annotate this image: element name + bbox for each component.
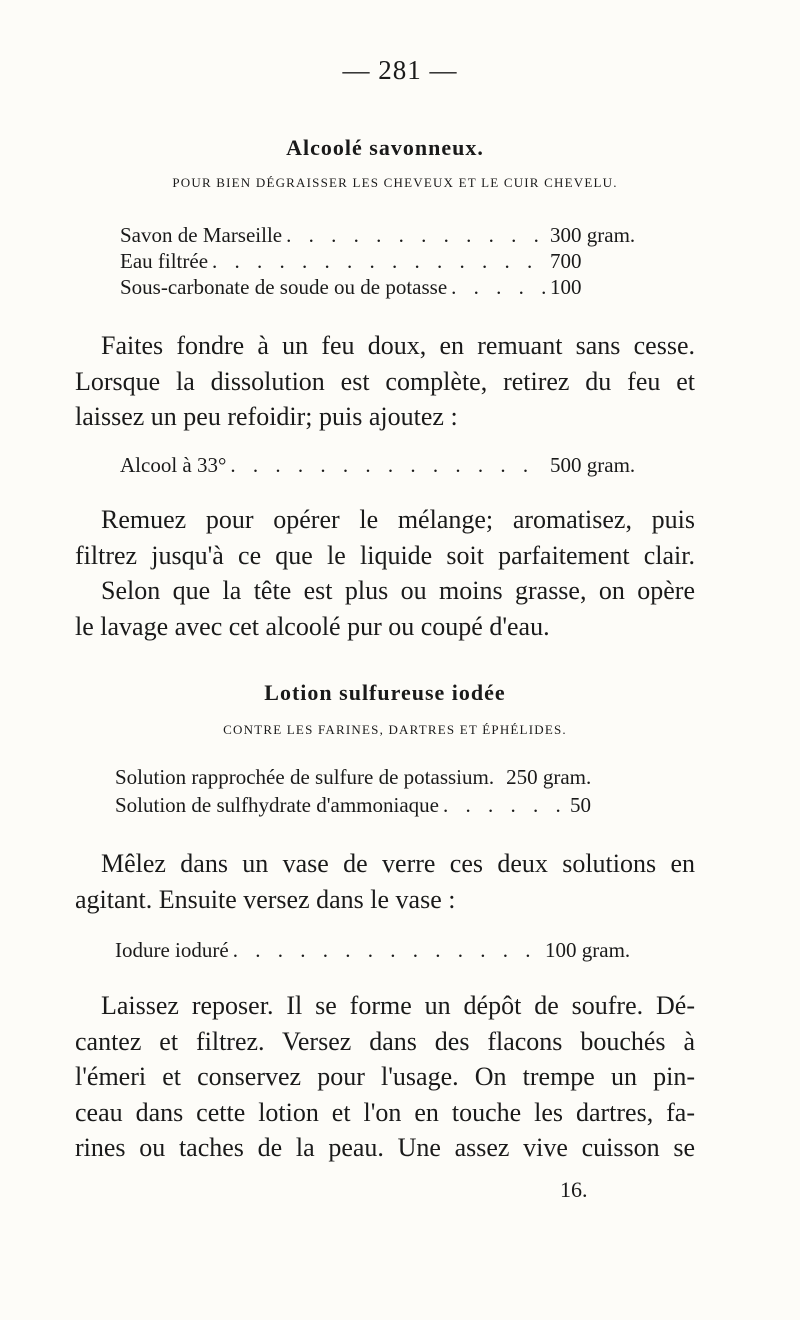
paragraph-line: laissez un peu refoidir; puis ajoutez : <box>75 402 458 431</box>
paragraph <box>75 328 695 435</box>
ingredient-name: Solution rapprochée de sulfure de potassium. <box>115 765 495 789</box>
leader-dots <box>230 455 546 476</box>
paragraph-line: Laissez reposer. Il se forme un dépôt de soufre. Dé- <box>101 991 695 1020</box>
ingredient-qty: 300 gram. <box>550 223 636 247</box>
ingredient-qty: 250 gram. <box>506 765 592 789</box>
leader-dots <box>451 277 546 298</box>
ingredient-row <box>115 767 710 788</box>
section-subtitle-lotion: CONTRE LES FARINES, DARTRES ET ÉPHÉLIDES. <box>223 722 567 737</box>
ingredient-name: Alcool à 33° <box>120 453 227 477</box>
ingredient-row <box>115 940 655 961</box>
paragraph-line: Lorsque la dissolution est complète, retirez du feu et <box>75 366 695 396</box>
ingredient-name: Sous-carbonate de soude ou de potasse <box>120 275 448 299</box>
ingredient-row <box>115 795 680 816</box>
section-subtitle-alcoole: POUR BIEN DÉGRAISSER LES CHEVEUX ET LE CUIR CHEVELU. <box>172 175 618 190</box>
paragraph-line: ceau dans cette lotion et l'on en touche les dartres, fa- <box>75 1097 695 1127</box>
ingredient-qty: 700 <box>550 249 582 273</box>
paragraph-line: le lavage avec cet alcoolé pur ou coupé d'eau. <box>75 611 550 641</box>
signature-mark: 16. <box>560 1177 588 1202</box>
ingredient-qty: 100 <box>550 275 582 299</box>
ingredient-row <box>120 277 650 298</box>
paragraph <box>75 502 695 644</box>
paragraph-line: Selon que la tête est plus ou moins grasse, on opère <box>101 576 695 605</box>
ingredient-qty: 100 gram. <box>545 938 631 962</box>
paragraph-line: Faites fondre à un feu doux, en remuant sans cesse. <box>101 331 695 360</box>
ingredient-qty: 50 <box>570 793 591 817</box>
ingredient-name: Eau filtrée <box>120 249 209 273</box>
paragraph <box>75 846 695 917</box>
leader-dots <box>212 251 546 272</box>
section-title-alcoole: Alcoolé savonneux. <box>286 135 484 160</box>
paragraph-line: filtrez jusqu'à ce que le liquide soit parfaitement clair. <box>75 540 695 570</box>
paragraph-line: Remuez pour opérer le mélange; aromatisez, puis <box>101 505 695 534</box>
page-number: — 281 — <box>342 55 458 85</box>
leader-dots <box>233 940 541 961</box>
ingredient-name: Iodure ioduré <box>115 938 229 962</box>
leader-dots <box>286 225 546 246</box>
ingredient-row <box>120 455 650 476</box>
section-title-lotion: Lotion sulfureuse iodée <box>264 680 506 705</box>
ingredient-name: Savon de Marseille <box>120 223 283 247</box>
paragraph-line: agitant. Ensuite versez dans le vase : <box>75 884 456 914</box>
ingredient-row <box>120 225 650 246</box>
paragraph-line: Mêlez dans un vase de verre ces deux solutions en <box>101 849 695 878</box>
ingredient-qty: 500 gram. <box>550 453 636 477</box>
ingredient-name: Solution de sulfhydrate d'ammoniaque <box>115 793 439 817</box>
paragraph <box>75 988 695 1166</box>
paragraph-line: l'émeri et conservez pour l'usage. On trempe un pin- <box>75 1062 695 1091</box>
paragraph-line: cantez et filtrez. Versez dans des flacons bouchés à <box>75 1026 695 1056</box>
ingredient-row <box>120 251 650 272</box>
leader-dots <box>443 795 566 816</box>
paragraph-line: rines ou taches de la peau. Une assez vive cuisson se <box>75 1133 695 1162</box>
